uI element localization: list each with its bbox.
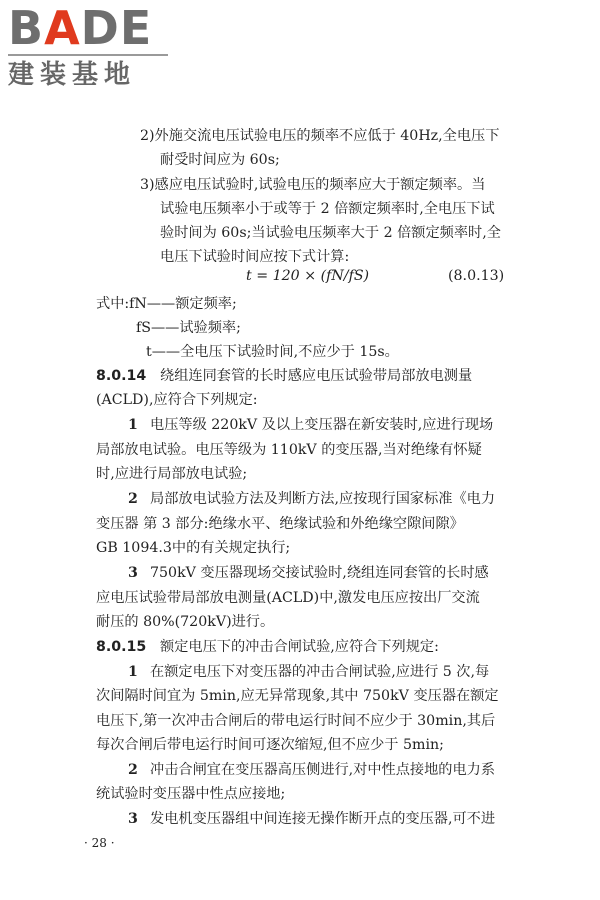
clause-number: 8.0.14 xyxy=(96,368,147,384)
logo-wordmark: BADE xyxy=(8,1,153,55)
item-number: 3 xyxy=(128,811,138,827)
text-line: 冲击合闸宜在变压器高压侧进行,对中性点接地的电力系 xyxy=(150,762,496,778)
text-line: 统试验时变压器中性点应接地; xyxy=(96,786,286,802)
text-line: GB 1094.3中的有关规定执行; xyxy=(96,540,291,556)
text-line: 额定电压下的冲击合闸试验,应符合下列规定: xyxy=(160,639,439,655)
text-line: 局部放电试验方法及判断方法,应按现行国家标准《电力 xyxy=(150,491,496,507)
item-number: 1 xyxy=(128,664,138,680)
formula: t = 120 × (fN/fS) xyxy=(246,268,370,284)
item-number: 1 xyxy=(128,417,138,433)
page-number: · 28 · xyxy=(84,836,115,850)
text-line: fS——试验频率; xyxy=(136,320,241,336)
text-line: 式中:fN——额定频率; xyxy=(96,296,237,312)
text-line: 局部放电试验。电压等级为 110kV 的变压器,当对绝缘有怀疑 xyxy=(96,442,482,458)
text-line: 耐受时间应为 60s; xyxy=(160,152,280,168)
text-line: 应电压试验带局部放电测量(ACLD)中,激发电压应按出厂交流 xyxy=(96,590,480,606)
item-number: 3 xyxy=(128,565,138,581)
item-number: 2 xyxy=(128,762,138,778)
text-line: 试验电压频率小于或等于 2 倍额定频率时,全电压下试 xyxy=(160,201,495,217)
text-line: 耐压的 80%(720kV)进行。 xyxy=(96,614,275,630)
text-line: 750kV 变压器现场交接试验时,绕组连同套管的长时感 xyxy=(150,565,489,581)
text-line: 每次合闸后带电运行时间可逐次缩短,但不应少于 5min; xyxy=(96,737,444,753)
text-line: 电压等级 220kV 及以上变压器在新安装时,应进行现场 xyxy=(150,417,494,433)
text-line: 2)外施交流电压试验电压的频率不应低于 40Hz,全电压下 xyxy=(140,128,500,144)
clause-number: 8.0.15 xyxy=(96,639,147,655)
text-line: (ACLD),应符合下列规定: xyxy=(96,392,258,408)
text-line: 电压下,第一次冲击合闸后的带电运行时间不应少于 30min,其后 xyxy=(96,713,496,729)
text-line: 验时间为 60s;当试验电压频率大于 2 倍额定频率时,全 xyxy=(160,225,501,241)
text-line: 发电机变压器组中间连接无操作断开点的变压器,可不进 xyxy=(150,811,496,827)
item-number: 2 xyxy=(128,491,138,507)
logo-chinese-name: 建装基地 xyxy=(8,60,137,90)
text-line: 次间隔时间宜为 5min,应无异常现象,其中 750kV 变压器在额定 xyxy=(96,688,499,704)
equation-number: (8.0.13) xyxy=(448,268,505,284)
text-line: 在额定电压下对变压器的冲击合闸试验,应进行 5 次,每 xyxy=(150,664,490,680)
text-line: 电压下试验时间应按下式计算: xyxy=(160,249,350,265)
text-line: 变压器 第 3 部分:绝缘水平、绝缘试验和外绝缘空隙间隙》 xyxy=(96,516,464,532)
text-line: 绕组连同套管的长时感应电压试验带局部放电测量 xyxy=(160,368,473,384)
text-line: t——全电压下试验时间,不应少于 15s。 xyxy=(146,344,399,360)
text-line: 时,应进行局部放电试验; xyxy=(96,466,248,482)
text-line: 3)感应电压试验时,试验电压的频率应大于额定频率。当 xyxy=(140,177,486,193)
